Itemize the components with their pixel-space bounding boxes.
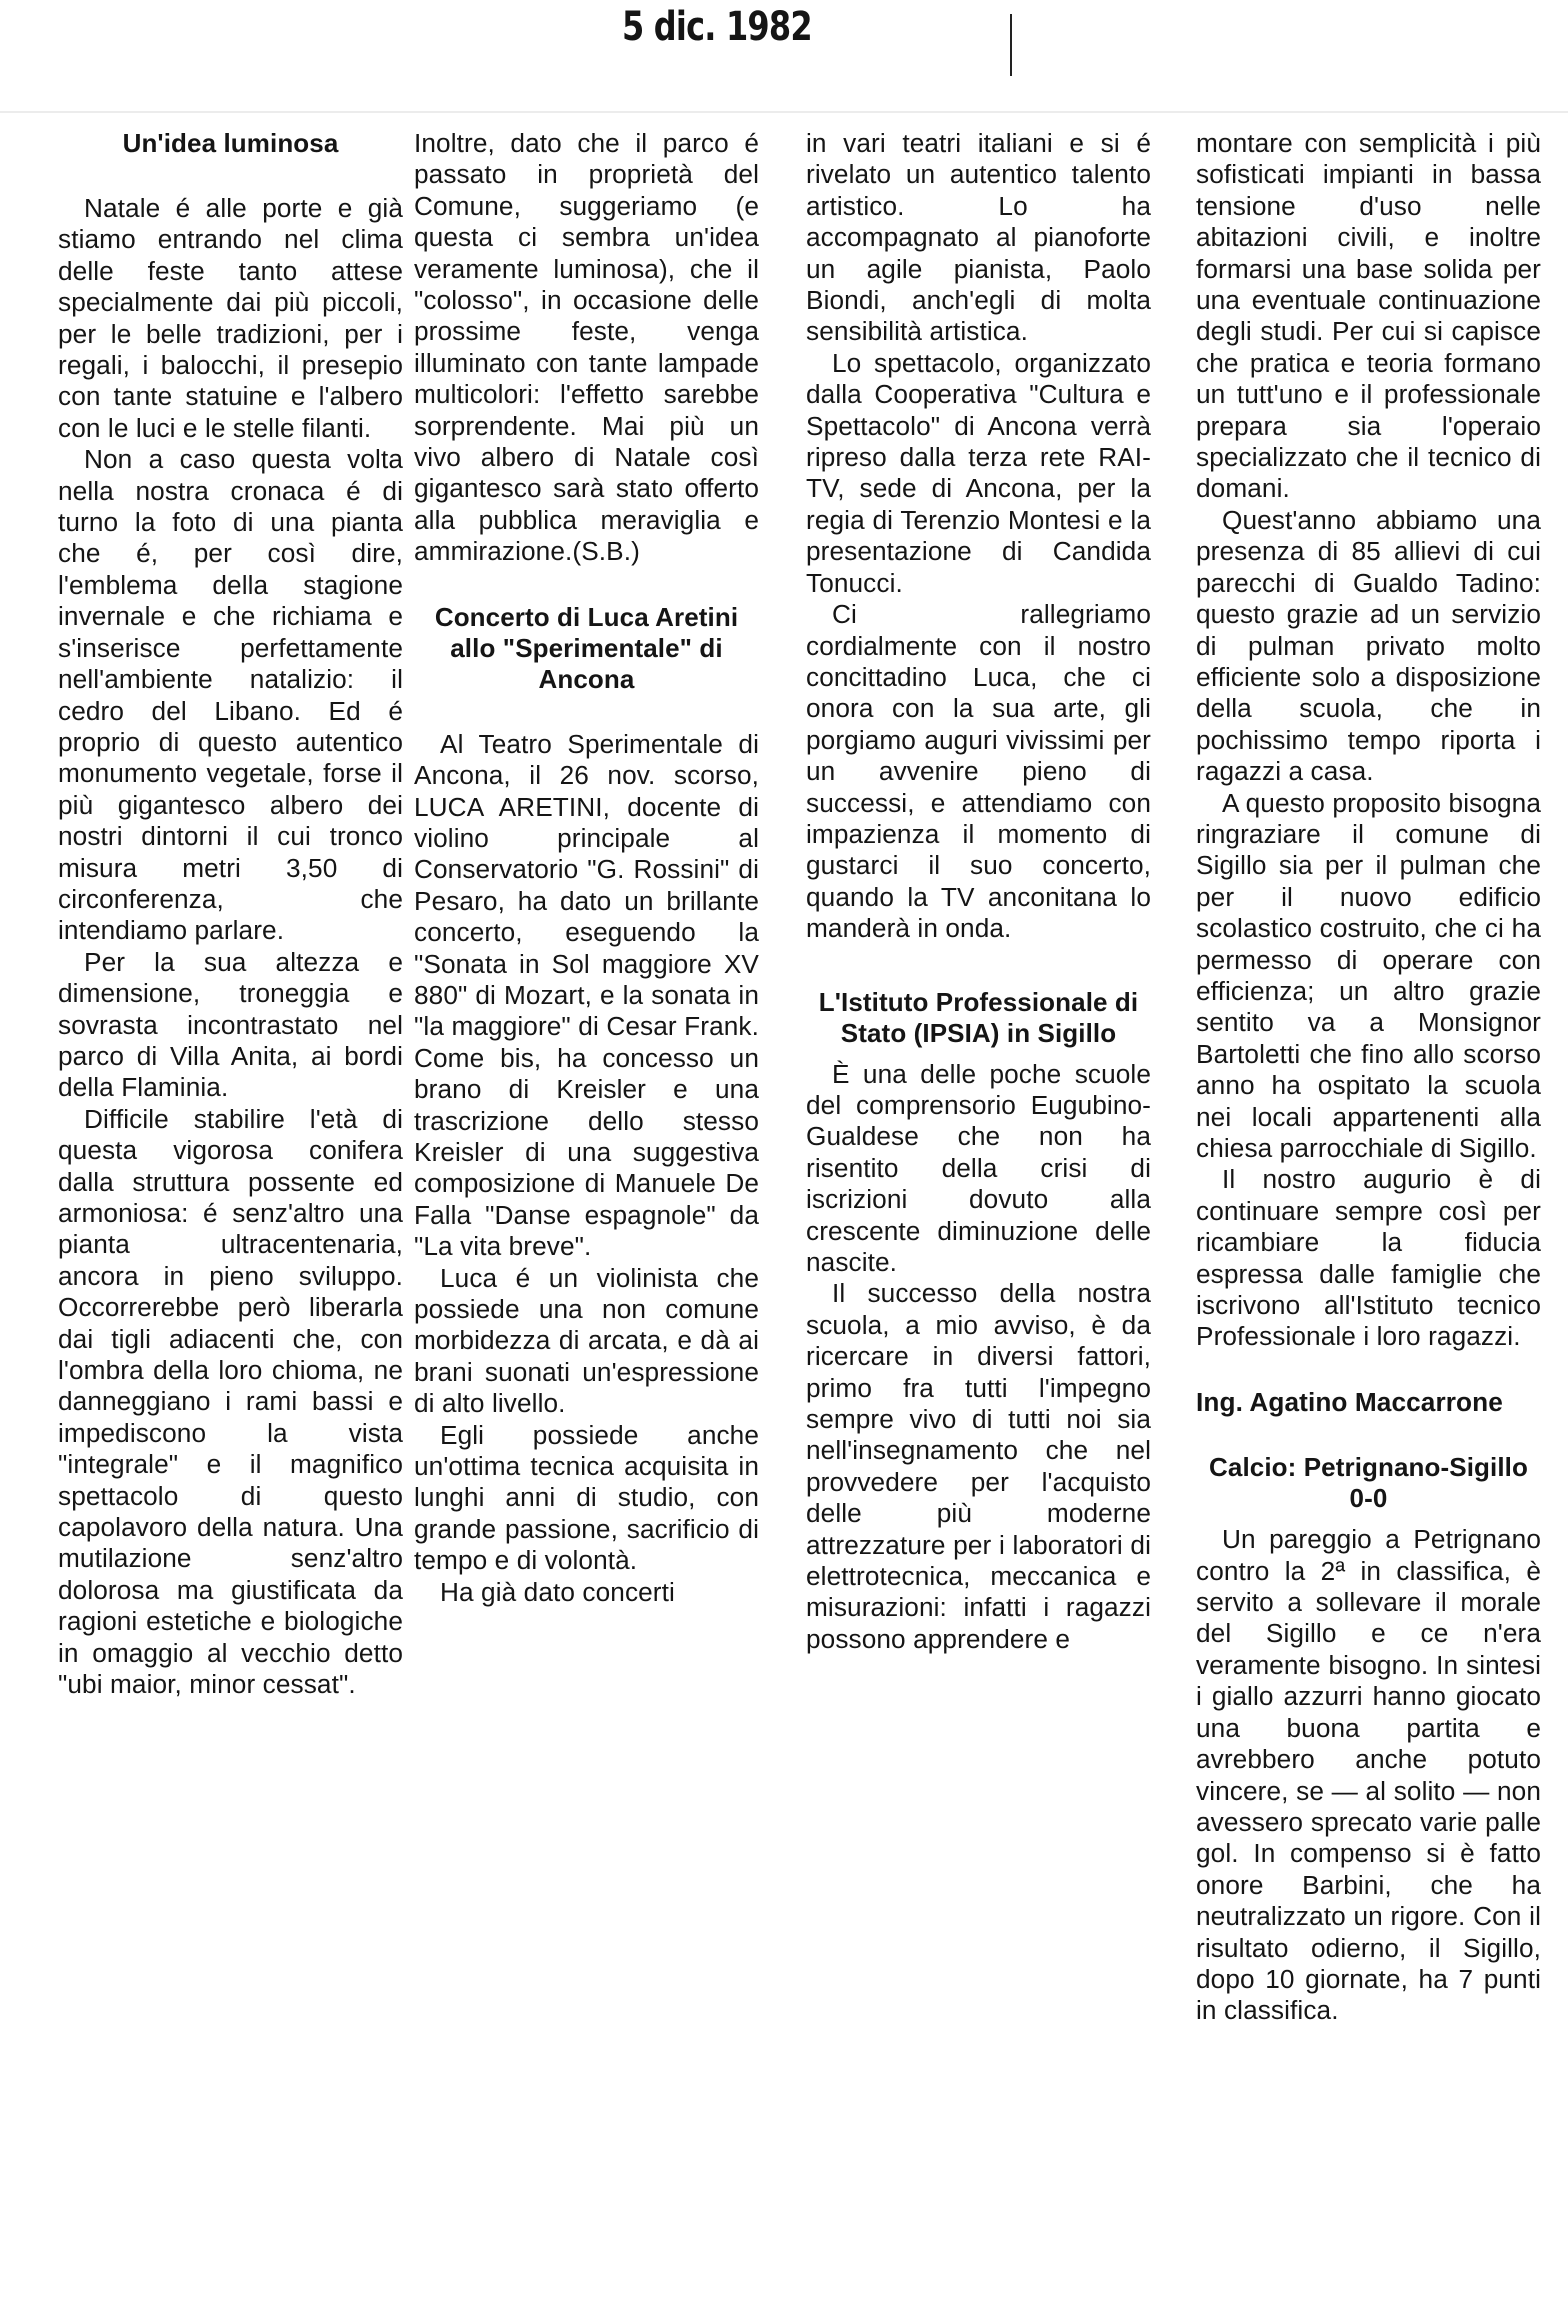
column-2 [414, 128, 759, 1608]
paragraph: Al Teatro Sperimentale di Ancona, il 26 nov. scorso, LUCA ARETINI, docente di violino principale al Conservatorio "G. Rossini" di Pesaro, ha dato un brillante concerto, eseguendo la "Sonata in Sol maggiore XV 880" di Mozart, e la sonata in "la maggiore" di Cesar Frank. Come bis, ha concesso un brano di Kreisler e una trascrizione dello stesso Kreisler di una suggestiva composizione di Manuele De Falla "Danse espagnole" da "La vita breve". [414, 728, 759, 1262]
paragraph: Difficile stabilire l'età di questa vigorosa conifera dalla struttura possente ed armoniosa: é senz'altro una pianta ultracentenaria, ancora in pieno sviluppo. Occorrerebbe però liberarla dai tigli adiacenti che, con l'ombra della loro chioma, ne danneggiano i rami bassi e impediscono la vista "integrale" e il magnifico spettacolo di questo capolavoro della natura. Una mutilazione senz'altro dolorosa ma giustificata da ragioni estetiche e biologiche in omaggio al vecchio detto "ubi maior, minor cessat". [58, 1103, 403, 1700]
header-divider [1010, 14, 1012, 76]
issue-date: 5 dic. 1982 [622, 4, 812, 50]
paragraph: Un pareggio a Petrignano contro la 2ª in classifica, è servito a sollevare il morale del Sigillo e ce n'era veramente bisogno. In sintesi i giallo azzurri hanno giocato una buona partita e avrebbero anche potuto vincere, se — al solito — non avessero sprecato varie palle gol. In compenso si è fatto onore Barbini, che ha neutralizzato un rigore. Con il risultato odierno, il Sigillo, dopo 10 giornate, ha 7 punti in classifica. [1196, 1524, 1541, 2026]
paragraph: Lo spettacolo, organizzato dalla Cooperativa "Cultura e Spettacolo" di Ancona verrà ripreso dalla terza rete RAI-TV, sede di Ancona, per la regia di Terenzio Montesi e la presentazione di Candida Tonucci. [806, 347, 1151, 598]
article-title-idea-luminosa: Un'idea luminosa [122, 128, 339, 158]
article-title-ipsia: L'Istituto Professionale di Stato (IPSIA) in Sigillo [818, 986, 1139, 1048]
author-signature: Ing. Agatino Maccarrone [1196, 1386, 1503, 1417]
column-3 [806, 128, 1151, 1655]
paragraph: È una delle poche scuole del comprensorio Eugubino-Gualdese che non ha risentito della crisi di iscrizioni dovuto alla crescente diminuzione delle nascite. [806, 1058, 1151, 1277]
paragraph: Il successo della nostra scuola, a mio avviso, è da ricercare in diversi fattori, primo fra tutti l'impegno sempre vivo di tutti noi sia nell'insegnamento che nel provvedere per l'acquisto delle più moderne attrezzature per i laboratori di elettrotecnica, meccanica e misurazioni: infatti i ragazzi possono apprendere e [806, 1278, 1151, 1654]
paragraph: Natale é alle porte e già stiamo entrando nel clima delle feste tanto attese specialmente dai più piccoli, per le belle tradizioni, per i regali, i balocchi, il presepio con tante statuine e l'albero con le luci e le stelle filanti. [58, 193, 403, 443]
paragraph: montare con semplicità i più sofisticati impianti in bassa tensione d'uso nelle abitazioni civili, e inoltre formarsi una base solida per una eventuale continuazione degli studi. Per cui si capisce che pratica e teoria formano un tutt'uno e il professionale prepara sia l'operaio specializzato che il tecnico di domani. [1196, 128, 1541, 504]
article-title-calcio: Calcio: Petrignano-Sigillo 0-0 [1209, 1452, 1528, 1514]
paragraph: in vari teatri italiani e si é rivelato un autentico talento artistico. Lo ha accompagnato al pianoforte un agile pianista, Paolo Biondi, anch'egli di molta sensibilità artistica. [806, 128, 1151, 347]
paragraph: Inoltre, dato che il parco é passato in proprietà del Comune, suggeriamo (e questa ci sembra un'idea veramente luminosa), che il "colosso", in occasione delle prossime feste, venga illuminato con tante lampade multicolori: l'effetto sarebbe sorprendente. Mai più un vivo albero di Natale così gigantesco sarà stato offerto alla pubblica meraviglia e ammirazione.(S.B.) [414, 128, 759, 567]
column-4 [1196, 128, 1541, 2027]
column-1 [58, 128, 403, 1701]
paragraph: Per la sua altezza e dimensione, troneggia e sovrasta incontrastato nel parco di Villa Anita, ai bordi della Flaminia. [58, 946, 403, 1103]
paragraph: Ha già dato concerti [440, 1576, 675, 1607]
paragraph: Ci rallegriamo cordialmente con il nostro concittadino Luca, che ci onora con la sua arte, gli porgiamo auguri vivissimi per un avvenire pieno di successi, e attendiamo con impazienza il momento di gustarci il suo concerto, quando la TV anconitana lo manderà in onda. [806, 599, 1151, 944]
paragraph: Quest'anno abbiamo una presenza di 85 allievi di cui parecchi di Gualdo Tadino: questo grazie ad un servizio di pulman privato molto efficiente solo a disposizione della scuola, che in pochissimo tempo riporta i ragazzi a casa. [1196, 504, 1541, 787]
paragraph: Il nostro augurio è di continuare sempre così per ricambiare la fiducia espressa dalle famiglie che iscrivono all'Istituto tecnico Professionale i loro ragazzi. [1196, 1164, 1541, 1352]
paragraph: Luca é un violinista che possiede una non comune morbidezza di arcata, e dà ai brani suonati un'espressione di alto livello. [414, 1262, 759, 1419]
article-title-concerto: Concerto di Luca Aretini allo "Sperimentale" di Ancona [434, 601, 739, 694]
paragraph: A questo proposito bisogna ringraziare il comune di Sigillo sia per il pulman che per il nuovo edificio scolastico costruito, che ci ha permesso di operare con efficienza; un altro grazie sentito va a Monsignor Bartoletti che fino allo scorso anno ha ospitato la scuola nei locali appartenenti alla chiesa parrocchiale di Sigillo. [1196, 787, 1541, 1163]
top-rule [0, 111, 1568, 113]
paragraph: Egli possiede anche un'ottima tecnica acquisita in lunghi anni di studio, con grande passione, sacrificio di tempo e di volontà. [414, 1419, 759, 1576]
paragraph: Non a caso questa volta nella nostra cronaca é di turno la foto di una pianta che é, per così dire, l'emblema della stagione invernale e che richiama e s'inserisce perfettamente nell'ambiente natalizio: il cedro del Libano. Ed é proprio di questo autentico monumento vegetale, forse il più gigantesco albero dei nostri dintorni il cui tronco misura metri 3,50 di circonferenza, che intendiamo parlare. [58, 444, 403, 946]
